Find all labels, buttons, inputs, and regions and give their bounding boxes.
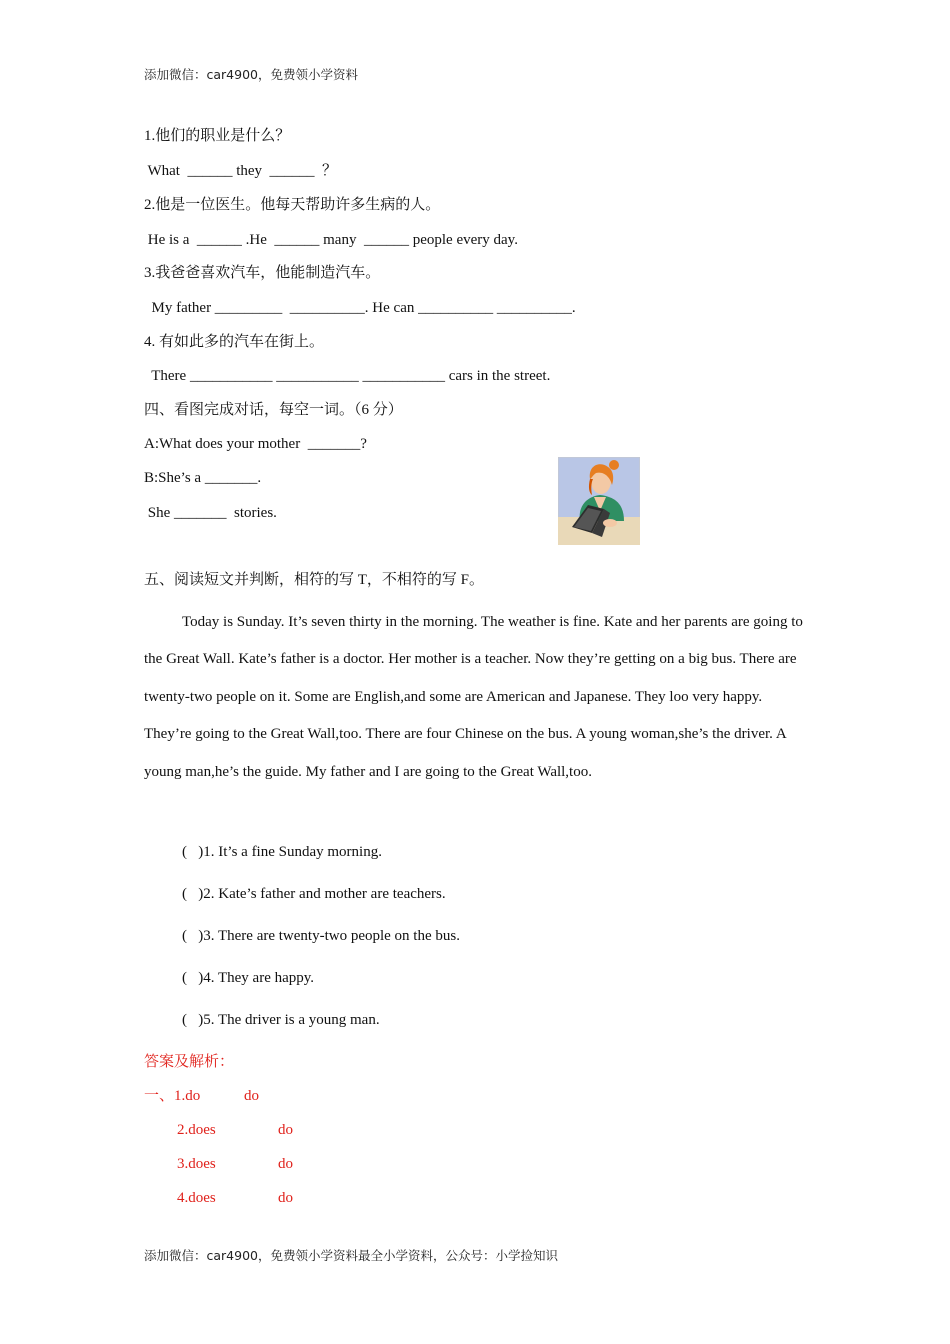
- dialogue-line-a: A:What does your mother _______?: [144, 436, 367, 452]
- page-footer: 添加微信：car4900，免费领小学资料最全小学资料，公众号：小学捡知识: [144, 1248, 558, 1263]
- question-1-english: What ______ they ______ ？: [144, 163, 338, 179]
- woman-typing-laptop-illustration: [558, 457, 640, 545]
- judgment-item-3: ( )3. There are twenty-two people on the bus.: [182, 928, 460, 944]
- judgment-item-5: ( )5. The driver is a young man.: [182, 1012, 380, 1028]
- question-3-english: My father _________ __________. He can __________ __________.: [144, 300, 576, 316]
- judgment-item-2: ( )2. Kate’s father and mother are teachers.: [182, 886, 446, 902]
- question-3-chinese: 3.我爸爸喜欢汽车，他能制造汽车。: [144, 265, 381, 281]
- answer-row-2-value: do: [278, 1122, 293, 1138]
- judgment-item-1: ( )1. It’s a fine Sunday morning.: [182, 844, 382, 860]
- reading-passage-text: Today is Sunday. It’s seven thirty in the morning. The weather is fine. Kate and her parents are going to the Great Wall. Kate’s father is a doctor. Her mother is a teacher. Now they’re getting on a big bus. There are twenty-two people on it. Some are English,and some are American and Japanese. They loo very happy. They’re going to the Great Wall,too. There are four Chinese on the bus. A young woman,she’s the driver. A young man,he’s the guide. My father and I are going to the Great Wall,too.: [144, 614, 803, 780]
- dialogue-line-b: B:She’s a _______.: [144, 470, 262, 486]
- dialogue-line-c: She _______ stories.: [144, 505, 277, 521]
- page-header: 添加微信：car4900，免费领小学资料: [144, 67, 358, 82]
- reading-passage: [144, 604, 809, 791]
- answer-row-1-label: 一、1.do: [144, 1088, 201, 1104]
- question-2-english: He is a ______ .He ______ many ______ people every day.: [144, 232, 518, 248]
- answer-row-1-value: do: [244, 1088, 259, 1104]
- section-4-title: 四、看图完成对话，每空一词。（6 分）: [144, 402, 403, 418]
- answers-title: 答案及解析：: [144, 1054, 235, 1070]
- section-5-title: 五、阅读短文并判断，相符的写 T，不相符的写 F。: [144, 572, 485, 588]
- answer-row-3-value: do: [278, 1156, 293, 1172]
- answer-row-2-label: 2.does: [177, 1122, 216, 1138]
- answer-row-4-value: do: [278, 1190, 293, 1206]
- question-2-chinese: 2.他是一位医生。他每天帮助许多生病的人。: [144, 197, 441, 213]
- question-1-chinese: 1.他们的职业是什么？: [144, 128, 291, 144]
- question-4-chinese: 4. 有如此多的汽车在街上。: [144, 334, 325, 350]
- answer-row-4-label: 4.does: [177, 1190, 216, 1206]
- judgment-item-4: ( )4. They are happy.: [182, 970, 315, 986]
- answer-row-3-label: 3.does: [177, 1156, 216, 1172]
- question-4-english: There ___________ ___________ ___________ cars in the street.: [144, 368, 551, 384]
